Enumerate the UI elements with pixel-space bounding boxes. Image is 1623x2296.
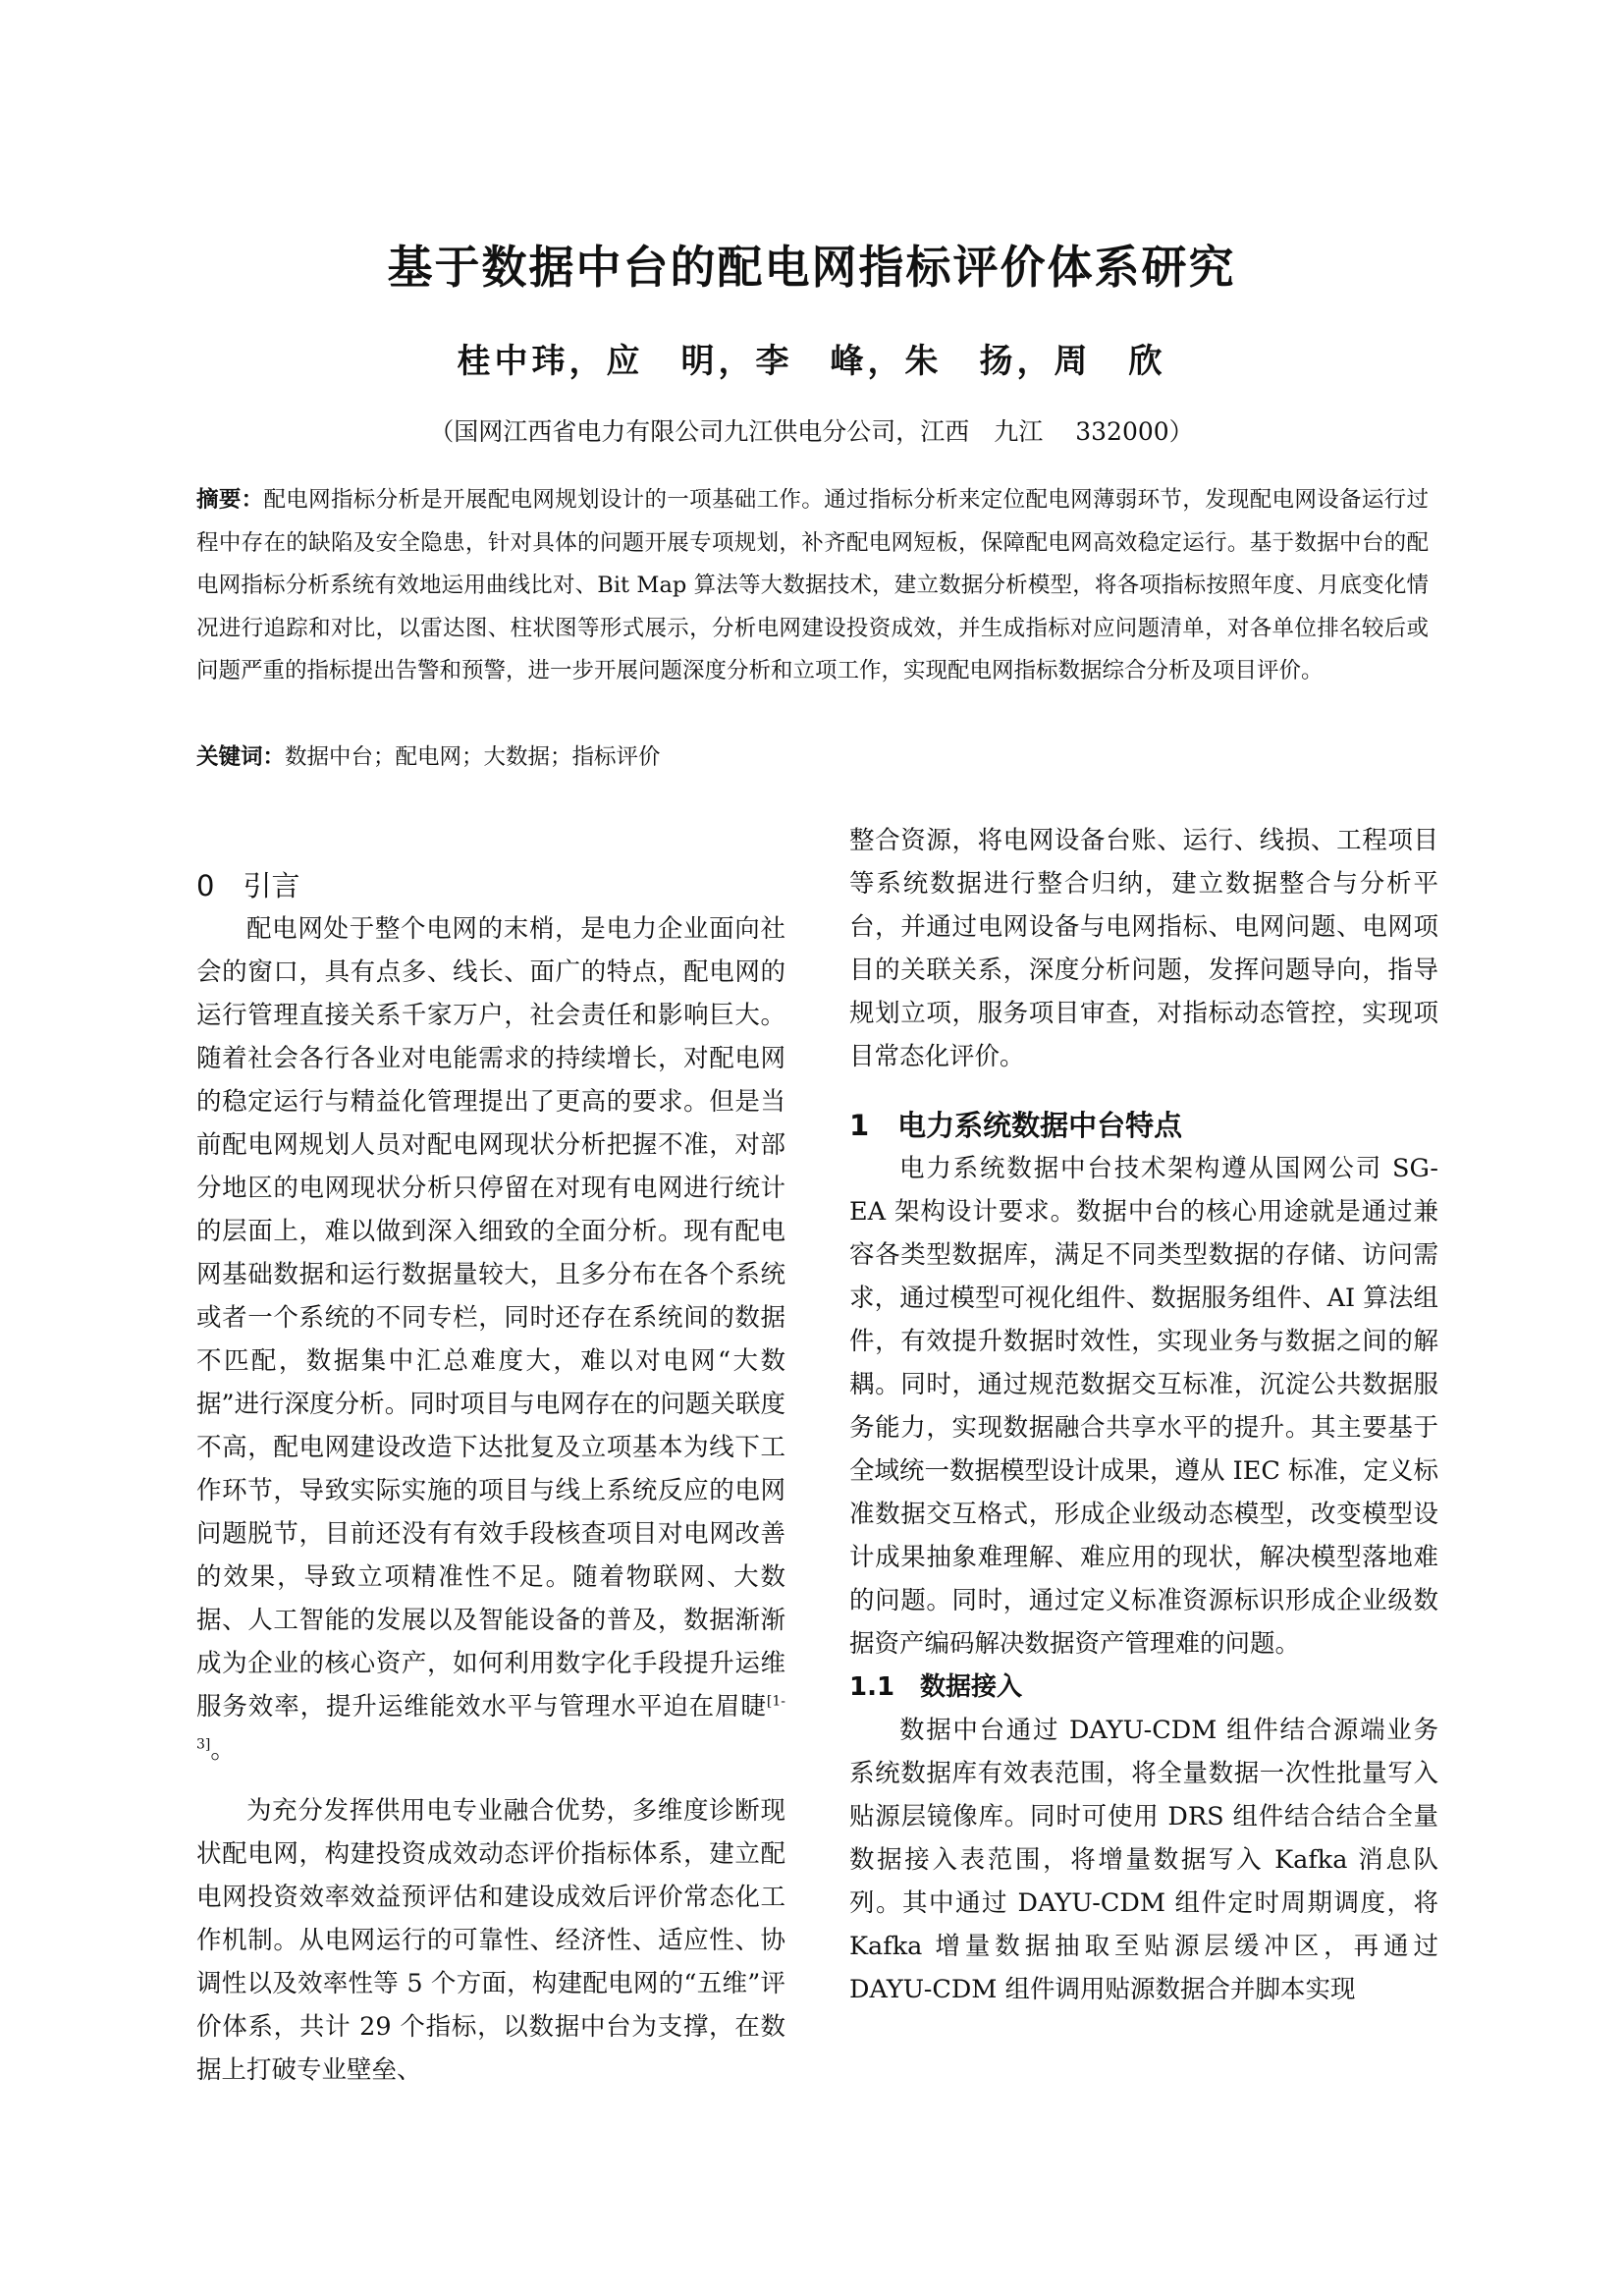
paragraph: 电力系统数据中台技术架构遵从国网公司 SG-EA 架构设计要求。数据中台的核心用途就是通过兼容各类型数据库，满足不同类型数据的存储、访问需求，通过模型可视化组件、数据服务组件、AI 算法组件，有效提升数据时效性，实现业务与数据之间的解耦。同时，通过规范数据交互标准，沉淀公共数据服务能力，实现数据融合共享水平的提升。其主要基于全域统一数据模型设计成果，遵从 IEC 标准，定义标准数据交互格式，形成企业级动态模型，改变模型设计成果抽象难理解、难应用的现状，解决模型落地难的问题。同时，通过定义标准资源标识形成企业级数据资产编码解决数据资产管理难的问题。	[849, 1154, 1438, 1659]
abstract-label: 摘要：	[196, 487, 264, 513]
left-column	[196, 864, 785, 2092]
keywords-label: 关键词：	[196, 744, 286, 770]
paragraph: 为充分发挥供用电专业融合优势，多维度诊断现状配电网，构建投资成效动态评价指标体系，建立配电网投资效率效益预评估和建设成效后评价常态化工作机制。从电网运行的可靠性、经济性、适应性、协调性以及效率性等 5 个方面，构建配电网的“五维”评价体系，共计 29 个指标，以数据中台为支撑，在数据上打破专业壁垒、	[196, 1796, 785, 2085]
paragraph-end: 。	[210, 1735, 236, 1765]
keywords-text: 数据中台；配电网；大数据；指标评价	[285, 744, 661, 770]
abstract	[196, 479, 1429, 693]
author-list: 桂中玮，应 明，李 峰，朱 扬，周 欣	[457, 342, 1166, 381]
paragraph-text: 配电网处于整个电网的末梢，是电力企业面向社会的窗口，具有点多、线长、面广的特点，配电网的运行管理直接关系千家万户，社会责任和影响巨大。随着社会各行各业对电能需求的持续增长，对配电网的稳定运行与精益化管理提出了更高的要求。但是当前配电网规划人员对配电网现状分析把握不准，对部分地区的电网现状分析只停留在对现有电网进行统计的层面上，难以做到深入细致的全面分析。现有配电网基础数据和运行数据量较大，且多分布在各个系统或者一个系统的不同专栏，同时还存在系统间的数据不匹配，数据集中汇总难度大，难以对电网“大数据”进行深度分析。同时项目与电网存在的问题关联度不高，配电网建设改造下达批复及立项基本为线下工作环节，导致实际实施的项目与线上系统反应的电网问题脱节，目前还没有有效手段核查项目对电网改善的效果，导致立项精准性不足。随着物联网、大数据、人工智能的发展以及智能设备的普及，数据渐渐成为企业的核心资产，如何利用数字化手段提升运维服务效率，提升运维能效水平与管理水平迫在眉睫	[196, 914, 785, 1722]
section-heading-introduction: 0 引言	[196, 869, 300, 902]
abstract-text: 配电网指标分析是开展配电网规划设计的一项基础工作。通过指标分析来定位配电网薄弱环节，发现配电网设备运行过程中存在的缺陷及安全隐患，针对具体的问题开展专项规划，补齐配电网短板，保障配电网高效稳定运行。基于数据中台的配电网指标分析系统有效地运用曲线比对、Bit Map 算法等大数据技术，建立数据分析模型，将各项指标按照年度、月底变化情况进行追踪和对比，以雷达图、柱状图等形式展示，分析电网建设投资成效，并生成指标对应问题清单，对各单位排名较后或问题严重的指标提出告警和预警，进一步开展问题深度分析和立项工作，实现配电网指标数据综合分析及项目评价。	[196, 487, 1429, 683]
citation-ref: [1-3]	[196, 1693, 785, 1753]
affiliation: （国网江西省电力有限公司九江供电分公司，江西 九江 332000）	[429, 417, 1194, 446]
section-heading-1-1: 1.1 数据接入	[849, 1672, 1023, 1702]
paragraph	[196, 907, 785, 1772]
section-heading-1: 1 电力系统数据中台特点	[849, 1109, 1183, 1142]
paragraph: 整合资源，将电网设备台账、运行、线损、工程项目等系统数据进行整合归纳，建立数据整合与分析平台，并通过电网设备与电网指标、电网问题、电网项目的关联关系，深度分析问题，发挥问题导向，指导规划立项，服务项目审查，对指标动态管控，实现项目常态化评价。	[849, 826, 1438, 1071]
right-column	[849, 819, 1438, 2011]
paper-title: 基于数据中台的配电网指标评价体系研究	[387, 241, 1236, 294]
keywords	[196, 737, 1429, 778]
paragraph: 数据中台通过 DAYU-CDM 组件结合源端业务系统数据库有效表范围，将全量数据一次性批量写入贴源层镜像库。同时可使用 DRS 组件结合结合全量数据接入表范围，将增量数据写入 Kafka 消息队列。其中通过 DAYU-CDM 组件定时周期调度，将 Kafka 增量数据抽取至贴源层缓冲区，再通过 DAYU-CDM 组件调用贴源数据合并脚本实现	[849, 1716, 1438, 2004]
